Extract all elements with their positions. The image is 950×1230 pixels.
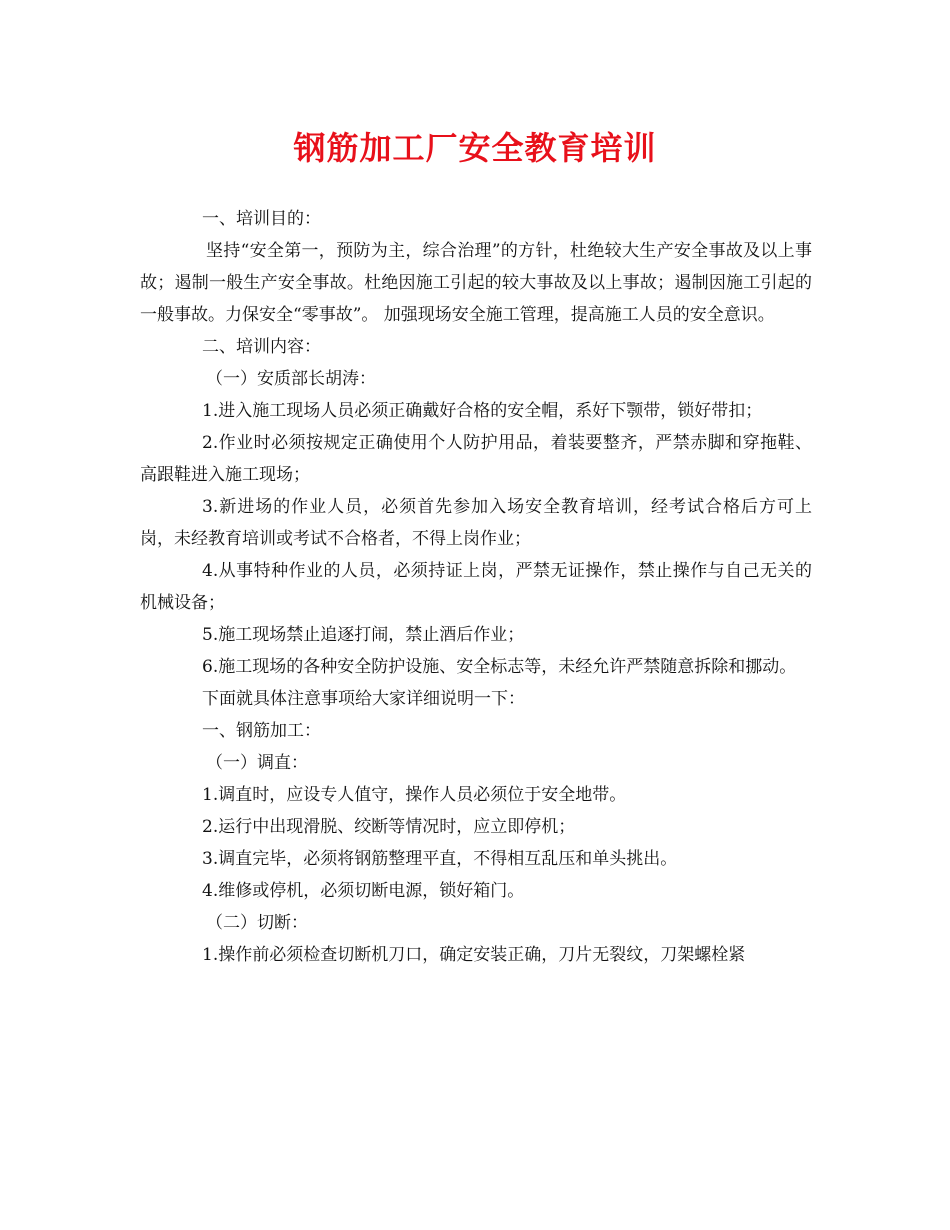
list-item: 1.操作前必须检查切断机刀口，确定安装正确，刀片无裂纹，刀架螺栓紧 [202,945,746,965]
list-item: 4.维修或停机，必须切断电源，锁好箱门。 [202,881,525,901]
subsection-heading: （一）安质部长胡涛： [206,369,376,389]
list-item: 2.运行中出现滑脱、绞断等情况时，应立即停机； [202,817,576,837]
list-item: 6.施工现场的各种安全防护设施、安全标志等，未经允许严禁随意拆除和挪动。 [202,657,797,677]
list-item: 3.调直完毕，必须将钢筋整理平直，不得相互乱压和单头挑出。 [202,849,678,869]
document-title: 钢筋加工厂安全教育培训 [293,129,657,167]
list-item: 2.作业时必须按规定正确使用个人防护用品，着装要整齐，严禁赤脚和穿拖鞋、高跟鞋进入施工现场； [140,433,812,485]
subsection-heading: （二）切断： [206,913,308,933]
subsection-heading: （一）调直： [206,753,308,773]
document-body [140,203,812,971]
paragraph-intro: 下面就具体注意事项给大家详细说明一下： [202,689,525,709]
list-item: 1.进入施工现场人员必须正确戴好合格的安全帽，系好下颚带，锁好带扣； [202,401,763,421]
section-heading-rebar: 一、钢筋加工： [202,721,321,741]
list-item: 5.施工现场禁止追逐打闹，禁止酒后作业； [202,625,525,645]
paragraph-purpose: 坚持“安全第一，预防为主，综合治理”的方针，杜绝较大生产安全事故及以上事故；遏制一般生产安全事故。杜绝因施工引起的较大事故及以上事故；遏制因施工引起的一般事故。力保安全“零事故”。 加强现场安全施工管理，提高施工人员的安全意识。 [140,241,812,325]
list-item: 3.新进场的作业人员，必须首先参加入场安全教育培训，经考试合格后方可上岗，未经教育培训或考试不合格者，不得上岗作业； [140,497,812,549]
list-item: 4.从事特种作业的人员，必须持证上岗，严禁无证操作，禁止操作与自己无关的机械设备； [140,561,812,613]
section-heading-purpose: 一、培训目的： [202,209,321,229]
list-item: 1.调直时，应设专人值守，操作人员必须位于安全地带。 [202,785,627,805]
section-heading-content: 二、培训内容： [202,337,321,357]
